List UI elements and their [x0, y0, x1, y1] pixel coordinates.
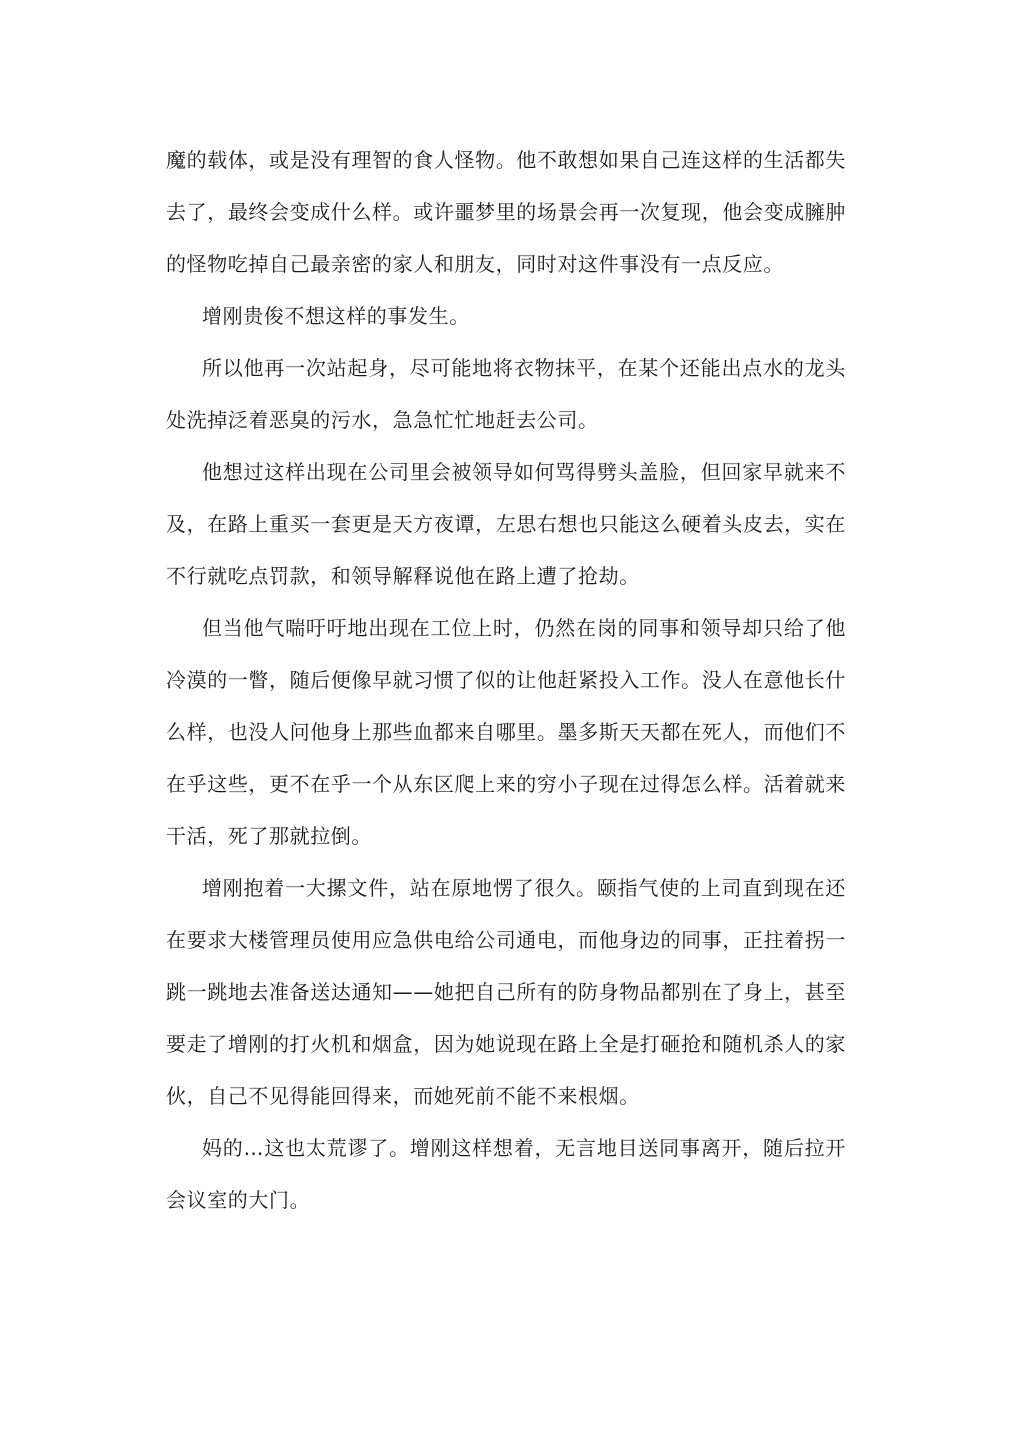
- paragraph: 魔的载体，或是没有理智的食人怪物。他不敢想如果自己连这样的生活都失去了，最终会变成什么样。或许噩梦里的场景会再一次复现，他会变成臃肿的怪物吃掉自己最亲密的家人和朋友，同时对这件事没有一点反应。: [166, 148, 846, 276]
- paragraph: 妈的…这也太荒谬了。增刚这样想着，无言地目送同事离开，随后拉开会议室的大门。: [166, 1136, 846, 1212]
- paragraph: 增刚抱着一大摞文件，站在原地愣了很久。颐指气使的上司直到现在还在要求大楼管理员使用应急供电给公司通电，而他身边的同事，正拄着拐一跳一跳地去准备送达通知——她把自己所有的防身物品都别在了身上，甚至要走了增刚的打火机和烟盒，因为她说现在路上全是打砸抢和随机杀人的家伙，自己不见得能回得来，而她死前不能不来根烟。: [166, 876, 846, 1108]
- paragraph: 增刚贵俊不想这样的事发生。: [202, 304, 470, 328]
- paragraph: 但当他气喘吁吁地出现在工位上时，仍然在岗的同事和领导却只给了他冷漠的一瞥，随后便像早就习惯了似的让他赶紧投入工作。没人在意他长什么样，也没人问他身上那些血都来自哪里。墨多斯天天都在死人，而他们不在乎这些，更不在乎一个从东区爬上来的穷小子现在过得怎么样。活着就来干活，死了那就拉倒。: [166, 616, 846, 848]
- paragraph: 所以他再一次站起身，尽可能地将衣物抹平，在某个还能出点水的龙头处洗掉泛着恶臭的污水，急急忙忙地赶去公司。: [166, 356, 846, 432]
- document-body: [166, 134, 846, 1226]
- paragraph: 他想过这样出现在公司里会被领导如何骂得劈头盖脸，但回家早就来不及，在路上重买一套更是天方夜谭，左思右想也只能这么硬着头皮去，实在不行就吃点罚款，和领导解释说他在路上遭了抢劫。: [166, 460, 846, 588]
